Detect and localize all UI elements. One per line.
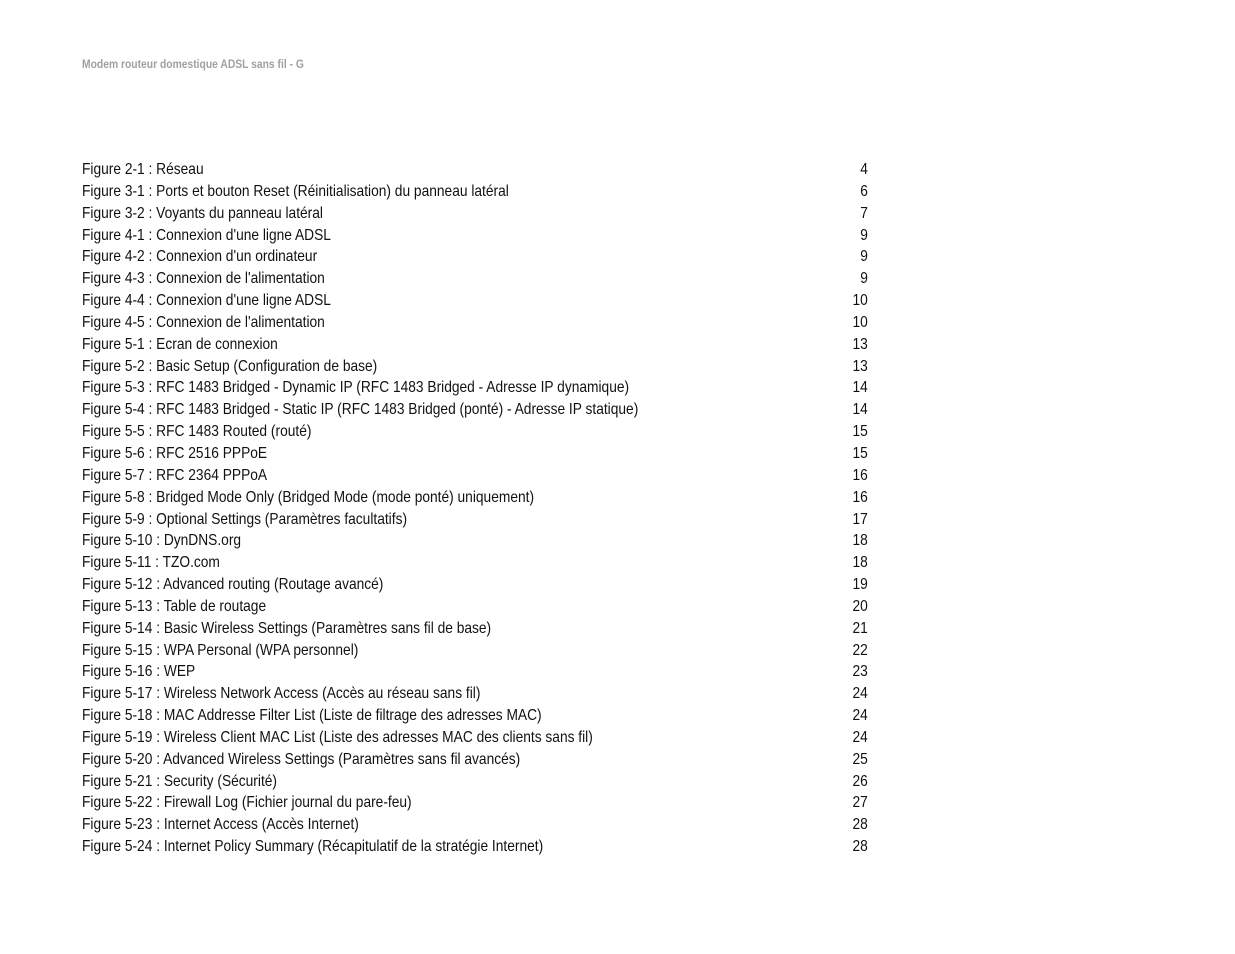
figure-title: Figure 5-12 : Advanced routing (Routage avancé) bbox=[82, 576, 384, 594]
figure-entry bbox=[82, 771, 868, 793]
figure-title: Figure 5-21 : Security (Sécurité) bbox=[82, 772, 278, 790]
figure-title: Figure 5-10 : DynDNS.org bbox=[82, 532, 242, 550]
figure-page-number: 17 bbox=[852, 510, 868, 528]
figure-entry bbox=[82, 661, 868, 683]
figure-page-number: 22 bbox=[852, 641, 868, 659]
figure-entry bbox=[82, 377, 868, 399]
figure-title: Figure 3-1 : Ports et bouton Reset (Réinitialisation) du panneau latéral bbox=[82, 182, 509, 200]
figure-page-number: 18 bbox=[852, 532, 868, 550]
figure-title: Figure 4-3 : Connexion de l'alimentation bbox=[82, 270, 325, 288]
figure-entry bbox=[82, 312, 868, 334]
figure-entry bbox=[82, 421, 868, 443]
figure-entry bbox=[82, 705, 868, 727]
figure-title: Figure 5-13 : Table de routage bbox=[82, 597, 267, 615]
figure-entry bbox=[82, 203, 868, 225]
figure-page-number: 7 bbox=[860, 204, 868, 222]
figure-entry bbox=[82, 509, 868, 531]
figure-entry bbox=[82, 836, 868, 858]
figure-page-number: 24 bbox=[852, 728, 868, 746]
figure-page-number: 15 bbox=[852, 423, 868, 441]
figure-entry bbox=[82, 574, 868, 596]
figure-page-number: 10 bbox=[852, 292, 868, 310]
figure-page-number: 28 bbox=[852, 816, 868, 834]
figure-page-number: 21 bbox=[852, 619, 868, 637]
figure-entry bbox=[82, 640, 868, 662]
figure-entry bbox=[82, 181, 868, 203]
figure-title: Figure 5-18 : MAC Addresse Filter List (Liste de filtrage des adresses MAC) bbox=[82, 707, 542, 725]
figure-entry bbox=[82, 399, 868, 421]
figure-title: Figure 5-15 : WPA Personal (WPA personnel) bbox=[82, 641, 359, 659]
figure-page-number: 27 bbox=[852, 794, 868, 812]
figure-title: Figure 5-22 : Firewall Log (Fichier journal du pare-feu) bbox=[82, 794, 412, 812]
figure-page-number: 23 bbox=[852, 663, 868, 681]
figure-page-number: 18 bbox=[852, 554, 868, 572]
figure-page-number: 24 bbox=[852, 707, 868, 725]
figure-page-number: 10 bbox=[852, 313, 868, 331]
figure-page-number: 28 bbox=[852, 838, 868, 856]
figure-title: Figure 5-20 : Advanced Wireless Settings (Paramètres sans fil avancés) bbox=[82, 750, 521, 768]
figure-entry bbox=[82, 487, 868, 509]
figure-entry bbox=[82, 268, 868, 290]
figure-title: Figure 5-17 : Wireless Network Access (Accès au réseau sans fil) bbox=[82, 685, 481, 703]
figure-page-number: 14 bbox=[852, 401, 868, 419]
figure-entry bbox=[82, 334, 868, 356]
figure-page-number: 4 bbox=[860, 161, 868, 178]
running-header: Modem routeur domestique ADSL sans fil - G bbox=[82, 57, 304, 71]
figure-entry bbox=[82, 683, 868, 705]
figure-entry bbox=[82, 443, 868, 465]
figure-entry bbox=[82, 618, 868, 640]
list-of-figures bbox=[82, 159, 868, 858]
figure-entry bbox=[82, 225, 868, 247]
figure-page-number: 16 bbox=[852, 466, 868, 484]
figure-page-number: 13 bbox=[852, 357, 868, 375]
figure-page-number: 13 bbox=[852, 335, 868, 353]
figure-page-number: 14 bbox=[852, 379, 868, 397]
figure-page-number: 9 bbox=[860, 226, 868, 244]
figure-entry bbox=[82, 792, 868, 814]
figure-entry bbox=[82, 727, 868, 749]
figure-title: Figure 5-5 : RFC 1483 Routed (routé) bbox=[82, 423, 312, 441]
figure-entry bbox=[82, 596, 868, 618]
figure-page-number: 9 bbox=[860, 270, 868, 288]
figure-title: Figure 5-1 : Ecran de connexion bbox=[82, 335, 278, 353]
figure-entry bbox=[82, 530, 868, 552]
figure-entry bbox=[82, 814, 868, 836]
figure-page-number: 20 bbox=[852, 597, 868, 615]
figure-title: Figure 5-19 : Wireless Client MAC List (Liste des adresses MAC des clients sans fil) bbox=[82, 728, 593, 746]
figure-entry bbox=[82, 465, 868, 487]
figure-title: Figure 5-8 : Bridged Mode Only (Bridged Mode (mode ponté) uniquement) bbox=[82, 488, 535, 506]
figure-entry bbox=[82, 290, 868, 312]
figure-title: Figure 5-16 : WEP bbox=[82, 663, 196, 681]
figure-page-number: 16 bbox=[852, 488, 868, 506]
figure-page-number: 6 bbox=[860, 182, 868, 200]
figure-entry bbox=[82, 159, 868, 181]
figure-title: Figure 5-7 : RFC 2364 PPPoA bbox=[82, 466, 268, 484]
figure-title: Figure 5-9 : Optional Settings (Paramètres facultatifs) bbox=[82, 510, 408, 528]
figure-title: Figure 4-1 : Connexion d'une ligne ADSL bbox=[82, 226, 331, 244]
figure-title: Figure 5-24 : Internet Policy Summary (Récapitulatif de la stratégie Internet) bbox=[82, 838, 544, 856]
figure-title: Figure 5-11 : TZO.com bbox=[82, 554, 220, 572]
figure-title: Figure 5-14 : Basic Wireless Settings (Paramètres sans fil de base) bbox=[82, 619, 492, 637]
figure-title: Figure 5-23 : Internet Access (Accès Internet) bbox=[82, 816, 359, 834]
figure-entry bbox=[82, 749, 868, 771]
figure-title: Figure 5-6 : RFC 2516 PPPoE bbox=[82, 444, 268, 462]
figure-page-number: 25 bbox=[852, 750, 868, 768]
figure-entry bbox=[82, 246, 868, 268]
figure-entry bbox=[82, 356, 868, 378]
figure-page-number: 9 bbox=[860, 248, 868, 266]
figure-page-number: 26 bbox=[852, 772, 868, 790]
figure-title: Figure 5-2 : Basic Setup (Configuration de base) bbox=[82, 357, 378, 375]
figure-entry bbox=[82, 552, 868, 574]
figure-title: Figure 4-4 : Connexion d'une ligne ADSL bbox=[82, 292, 331, 310]
figure-page-number: 24 bbox=[852, 685, 868, 703]
figure-title: Figure 3-2 : Voyants du panneau latéral bbox=[82, 204, 323, 222]
figure-page-number: 19 bbox=[852, 576, 868, 594]
figure-title: Figure 4-5 : Connexion de l'alimentation bbox=[82, 313, 325, 331]
figure-title: Figure 2-1 : Réseau bbox=[82, 161, 204, 178]
figure-title: Figure 5-3 : RFC 1483 Bridged - Dynamic IP (RFC 1483 Bridged - Adresse IP dynamique) bbox=[82, 379, 630, 397]
figure-title: Figure 4-2 : Connexion d'un ordinateur bbox=[82, 248, 318, 266]
figure-title: Figure 5-4 : RFC 1483 Bridged - Static IP (RFC 1483 Bridged (ponté) - Adresse IP statique) bbox=[82, 401, 639, 419]
figure-page-number: 15 bbox=[852, 444, 868, 462]
